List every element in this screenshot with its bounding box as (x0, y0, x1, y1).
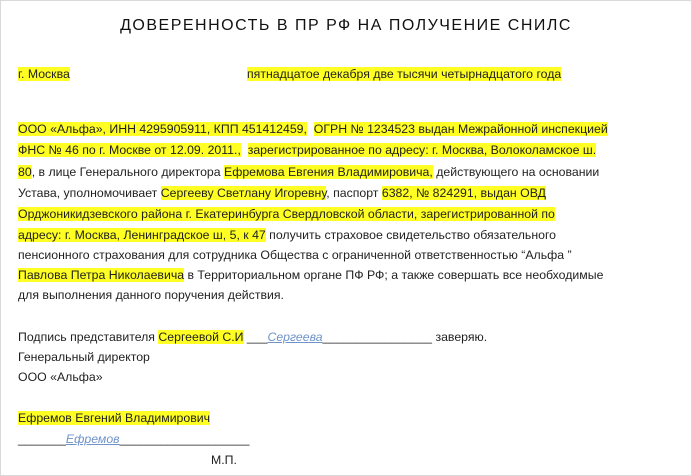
body-line-3: 80, в лице Генерального директора Ефремова Евгения Владимировича, действующего на основании (18, 165, 600, 179)
body-line-8: Павлова Петра Николаевича в Территориальном органе ПФ РФ; а также совершать все необходимые (18, 268, 604, 282)
city: г. Москва (18, 67, 70, 81)
body-line-7: пенсионного страхования для сотрудника Общества с ограниченной ответственностью “Альфа ” (18, 248, 572, 262)
director-signature-line: _______Ефремов___________________ (18, 432, 250, 446)
body-line-1: ООО «Альфа», ИНН 4295905911, КПП 451412459, ОГРН № 1234523 выдан Межрайонной инспекцией (18, 122, 608, 136)
body-line-9: для выполнения данного поручения действия. (18, 288, 284, 302)
director-position: Генеральный директор (18, 350, 150, 364)
employee-name-highlight: Павлова Петра Николаевича (18, 268, 185, 282)
director-signature: Ефремов (65, 432, 120, 446)
date: пятнадцатое декабря две тысячи четырнадцатого года (247, 67, 562, 81)
representative-signature: Сергеева (267, 330, 323, 344)
organization-name: ООО «Альфа» (18, 370, 103, 384)
passport-highlight: 6382, № 824291, выдан ОВД (381, 186, 546, 200)
document-title: ДОВЕРЕННОСТЬ В ПР РФ НА ПОЛУЧЕНИЕ СНИЛС (120, 17, 572, 34)
body-line-6: адресу: г. Москва, Ленинградское ш, 5, к 47 получить страховое свидетельство обязательного (18, 228, 557, 242)
stamp-placeholder: М.П. (211, 453, 237, 467)
body-line-2: ФНС № 46 по г. Москве от 12.09. 2011., зарегистрированное по адресу: г. Москва, Волоколамское ш. (18, 143, 597, 157)
representative-signature-line: Подпись представителя Сергеевой С.И ___Сергеева________________ заверяю. (18, 330, 488, 344)
body-line-5: Орджоникидзевского района г. Екатеринбурга Свердловской области, зарегистрированной по (18, 207, 555, 221)
representative-name-highlight: Сергееву Светлану Игоревну (160, 186, 327, 200)
body-line-4: Устава, уполномочивает Сергееву Светлану Игоревну, паспорт 6382, № 824291, выдан ОВД (18, 186, 546, 200)
director-full-name: Ефремов Евгений Владимирович (18, 411, 211, 425)
director-name-highlight: Ефремова Евгения Владимировича, (224, 165, 433, 179)
